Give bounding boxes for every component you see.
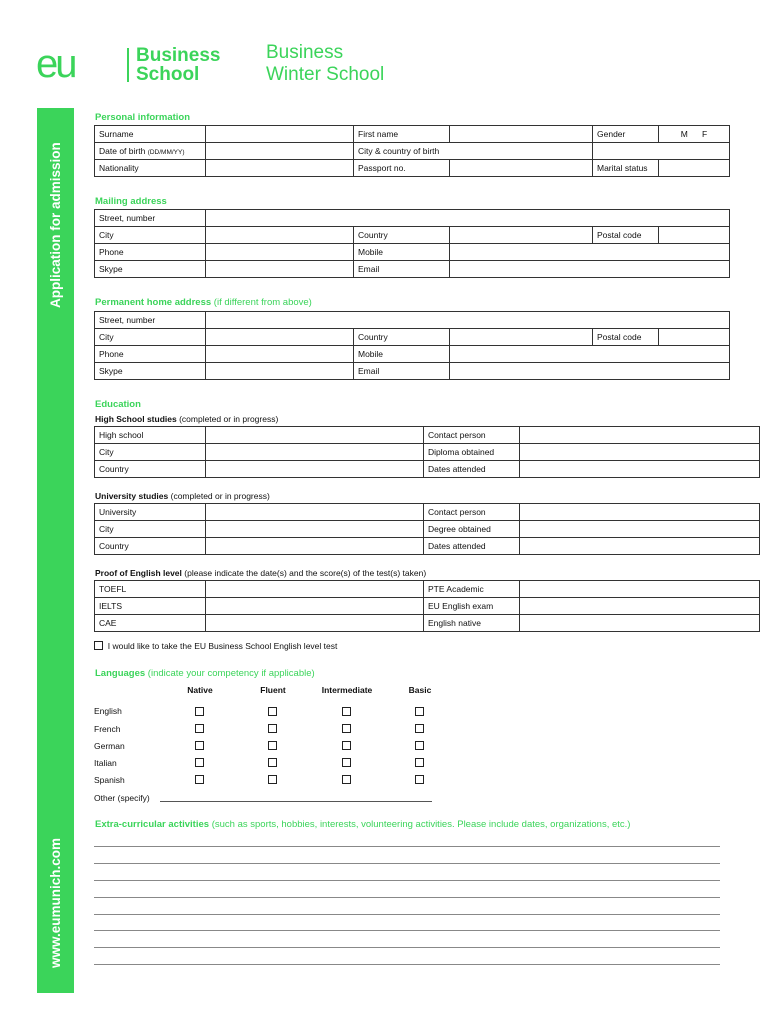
language-row-label: Spanish — [94, 775, 125, 785]
uni-contact-label: Contact person — [424, 504, 520, 521]
uni-degree-field[interactable] — [520, 521, 760, 538]
mail-country-label: Country — [354, 227, 450, 244]
lang-checkbox[interactable] — [415, 775, 424, 784]
permanent-note: (if different from above) — [213, 297, 312, 308]
lang-checkbox[interactable] — [342, 758, 351, 767]
level-fluent: Fluent — [260, 685, 286, 695]
perm-email-label: Email — [354, 363, 450, 380]
dob-field[interactable] — [206, 143, 354, 160]
mail-city-label: City — [95, 227, 206, 244]
uni-degree-label: Degree obtained — [424, 521, 520, 538]
extra-heading-text: Extra-curricular activities — [95, 819, 210, 830]
sidebar — [37, 108, 74, 993]
uni-university-label: University — [95, 504, 206, 521]
level-intermediate: Intermediate — [321, 685, 373, 695]
perm-city-label: City — [95, 329, 206, 346]
english-note: (please indicate the date(s) and the score(s) of the test(s) taken) — [184, 568, 427, 578]
permanent-table — [94, 311, 730, 380]
hs-city-label: City — [95, 444, 206, 461]
extra-line[interactable] — [94, 914, 720, 915]
passport-label: Passport no. — [354, 160, 450, 177]
lang-checkbox[interactable] — [268, 741, 277, 750]
hs-school-label: High school — [95, 427, 206, 444]
dob-format: (DD/MM/YY) — [147, 149, 185, 156]
english-subheading — [95, 568, 426, 578]
english-test-label: I would like to take the EU Business School English level test — [107, 641, 338, 651]
extra-line[interactable] — [94, 947, 720, 948]
perm-email-field[interactable] — [450, 363, 730, 380]
uni-note: (completed or in progress) — [170, 491, 270, 501]
lang-checkbox[interactable] — [268, 775, 277, 784]
logo-text — [136, 46, 220, 84]
logo-line-2: School — [136, 64, 200, 85]
native-label: English native — [424, 615, 520, 632]
english-test-option[interactable] — [94, 641, 337, 651]
section-mailing-heading: Mailing address — [95, 196, 167, 207]
english-table — [94, 580, 760, 632]
eu-exam-label: EU English exam — [424, 598, 520, 615]
hs-note: (completed or in progress) — [179, 414, 279, 424]
section-education-heading: Education — [95, 399, 141, 410]
mail-skype-label: Skype — [95, 261, 206, 278]
perm-mobile-label: Mobile — [354, 346, 450, 363]
logo-line-1: Business — [136, 45, 221, 66]
lang-checkbox[interactable] — [268, 724, 277, 733]
section-permanent-heading — [95, 297, 312, 308]
lang-checkbox[interactable] — [415, 724, 424, 733]
perm-mobile-field[interactable] — [450, 346, 730, 363]
mail-postal-label: Postal code — [593, 227, 659, 244]
gender-field[interactable] — [659, 126, 730, 143]
uni-university-field[interactable] — [206, 504, 424, 521]
dob-label — [95, 143, 206, 160]
toefl-label: TOEFL — [95, 581, 206, 598]
language-row-label: German — [94, 741, 125, 751]
hs-city-field[interactable] — [206, 444, 424, 461]
lang-checkbox[interactable] — [415, 758, 424, 767]
mail-email-label: Email — [354, 261, 450, 278]
marital-field[interactable] — [659, 160, 730, 177]
marital-label: Marital status — [593, 160, 659, 177]
highschool-table — [94, 426, 760, 478]
ielts-label: IELTS — [95, 598, 206, 615]
mail-phone-field[interactable] — [206, 244, 354, 261]
section-extra-heading — [95, 819, 630, 830]
cae-field[interactable] — [206, 615, 424, 632]
uni-contact-field[interactable] — [520, 504, 760, 521]
personal-table — [94, 125, 730, 177]
city-country-birth-label: City & country of birth — [354, 143, 593, 160]
language-row-label: Italian — [94, 758, 117, 768]
surname-field[interactable] — [206, 126, 354, 143]
uni-country-label: Country — [95, 538, 206, 555]
perm-phone-label: Phone — [95, 346, 206, 363]
perm-street-label: Street, number — [95, 312, 206, 329]
surname-label: Surname — [95, 126, 206, 143]
gender-f[interactable]: F — [702, 129, 708, 139]
sidebar-url: www.eumunich.com — [48, 837, 63, 968]
lang-checkbox[interactable] — [342, 741, 351, 750]
extra-line[interactable] — [94, 897, 720, 898]
nationality-label: Nationality — [95, 160, 206, 177]
mail-phone-label: Phone — [95, 244, 206, 261]
university-table — [94, 503, 760, 555]
extra-line[interactable] — [94, 880, 720, 881]
perm-city-field[interactable] — [206, 329, 354, 346]
section-languages-heading — [95, 668, 315, 679]
mail-street-field[interactable] — [206, 210, 730, 227]
title-line-1: Business — [266, 42, 344, 63]
mail-mobile-label: Mobile — [354, 244, 450, 261]
extra-line[interactable] — [94, 930, 720, 931]
logo-divider — [127, 48, 129, 82]
lang-checkbox[interactable] — [195, 758, 204, 767]
hs-contact-label: Contact person — [424, 427, 520, 444]
language-row-label: English — [94, 706, 122, 716]
hs-diploma-label: Diploma obtained — [424, 444, 520, 461]
mail-postal-field[interactable] — [659, 227, 730, 244]
mailing-table — [94, 209, 730, 278]
sidebar-title: Application for admission — [48, 142, 63, 308]
languages-heading-text: Languages — [95, 668, 146, 679]
uni-city-field[interactable] — [206, 521, 424, 538]
hs-subheading — [95, 414, 278, 424]
other-language-label: Other (specify) — [94, 793, 150, 803]
uni-subheading — [95, 491, 270, 501]
lang-checkbox[interactable] — [195, 724, 204, 733]
pte-field[interactable] — [520, 581, 760, 598]
lang-checkbox[interactable] — [195, 775, 204, 784]
perm-skype-label: Skype — [95, 363, 206, 380]
cae-label: CAE — [95, 615, 206, 632]
gender-label: Gender — [593, 126, 659, 143]
english-title: Proof of English level — [95, 568, 182, 578]
lang-checkbox[interactable] — [415, 741, 424, 750]
hs-dates-field[interactable] — [520, 461, 760, 478]
mail-street-label: Street, number — [95, 210, 206, 227]
title-line-2: Winter School — [266, 64, 385, 85]
extra-line[interactable] — [94, 964, 720, 965]
perm-country-field[interactable] — [450, 329, 593, 346]
mail-email-field[interactable] — [450, 261, 730, 278]
eu-exam-field[interactable] — [520, 598, 760, 615]
lang-checkbox[interactable] — [342, 724, 351, 733]
uni-title: University studies — [95, 491, 169, 501]
hs-school-field[interactable] — [206, 427, 424, 444]
level-basic: Basic — [408, 685, 432, 695]
other-language-line[interactable] — [160, 801, 432, 802]
extra-line[interactable] — [94, 863, 720, 864]
perm-skype-field[interactable] — [206, 363, 354, 380]
english-test-checkbox[interactable] — [94, 641, 103, 650]
extra-note: (such as sports, hobbies, interests, volunteering activities. Please include dates, organizations, etc.) — [211, 819, 631, 830]
language-row-label: French — [94, 724, 121, 734]
uni-country-field[interactable] — [206, 538, 424, 555]
gender-m[interactable]: M — [680, 129, 688, 139]
hs-diploma-field[interactable] — [520, 444, 760, 461]
extra-line[interactable] — [94, 846, 720, 847]
toefl-field[interactable] — [206, 581, 424, 598]
native-field[interactable] — [520, 615, 760, 632]
dob-label-text: Date of birth — [99, 146, 146, 156]
perm-street-field[interactable] — [206, 312, 730, 329]
first-name-label: First name — [354, 126, 450, 143]
lang-checkbox[interactable] — [268, 707, 277, 716]
city-country-birth-field[interactable] — [593, 143, 730, 160]
permanent-heading-text: Permanent home address — [95, 297, 212, 308]
section-personal-heading: Personal information — [95, 112, 191, 123]
languages-note: (indicate your competency if applicable) — [147, 668, 315, 679]
perm-postal-label: Postal code — [593, 329, 659, 346]
perm-country-label: Country — [354, 329, 450, 346]
uni-dates-field[interactable] — [520, 538, 760, 555]
nationality-field[interactable] — [206, 160, 354, 177]
page-title — [266, 42, 384, 86]
lang-checkbox[interactable] — [415, 707, 424, 716]
mail-mobile-field[interactable] — [450, 244, 730, 261]
hs-title: High School studies — [95, 414, 177, 424]
perm-postal-field[interactable] — [659, 329, 730, 346]
lang-checkbox[interactable] — [342, 707, 351, 716]
logo-mark: eu — [36, 42, 75, 86]
uni-city-label: City — [95, 521, 206, 538]
passport-field[interactable] — [450, 160, 593, 177]
mail-skype-field[interactable] — [206, 261, 354, 278]
first-name-field[interactable] — [450, 126, 593, 143]
hs-dates-label: Dates attended — [424, 461, 520, 478]
hs-contact-field[interactable] — [520, 427, 760, 444]
hs-country-field[interactable] — [206, 461, 424, 478]
mail-city-field[interactable] — [206, 227, 354, 244]
ielts-field[interactable] — [206, 598, 424, 615]
perm-phone-field[interactable] — [206, 346, 354, 363]
lang-checkbox[interactable] — [195, 741, 204, 750]
lang-checkbox[interactable] — [268, 758, 277, 767]
lang-checkbox[interactable] — [195, 707, 204, 716]
lang-checkbox[interactable] — [342, 775, 351, 784]
mail-country-field[interactable] — [450, 227, 593, 244]
pte-label: PTE Academic — [424, 581, 520, 598]
level-native: Native — [187, 685, 213, 695]
hs-country-label: Country — [95, 461, 206, 478]
uni-dates-label: Dates attended — [424, 538, 520, 555]
